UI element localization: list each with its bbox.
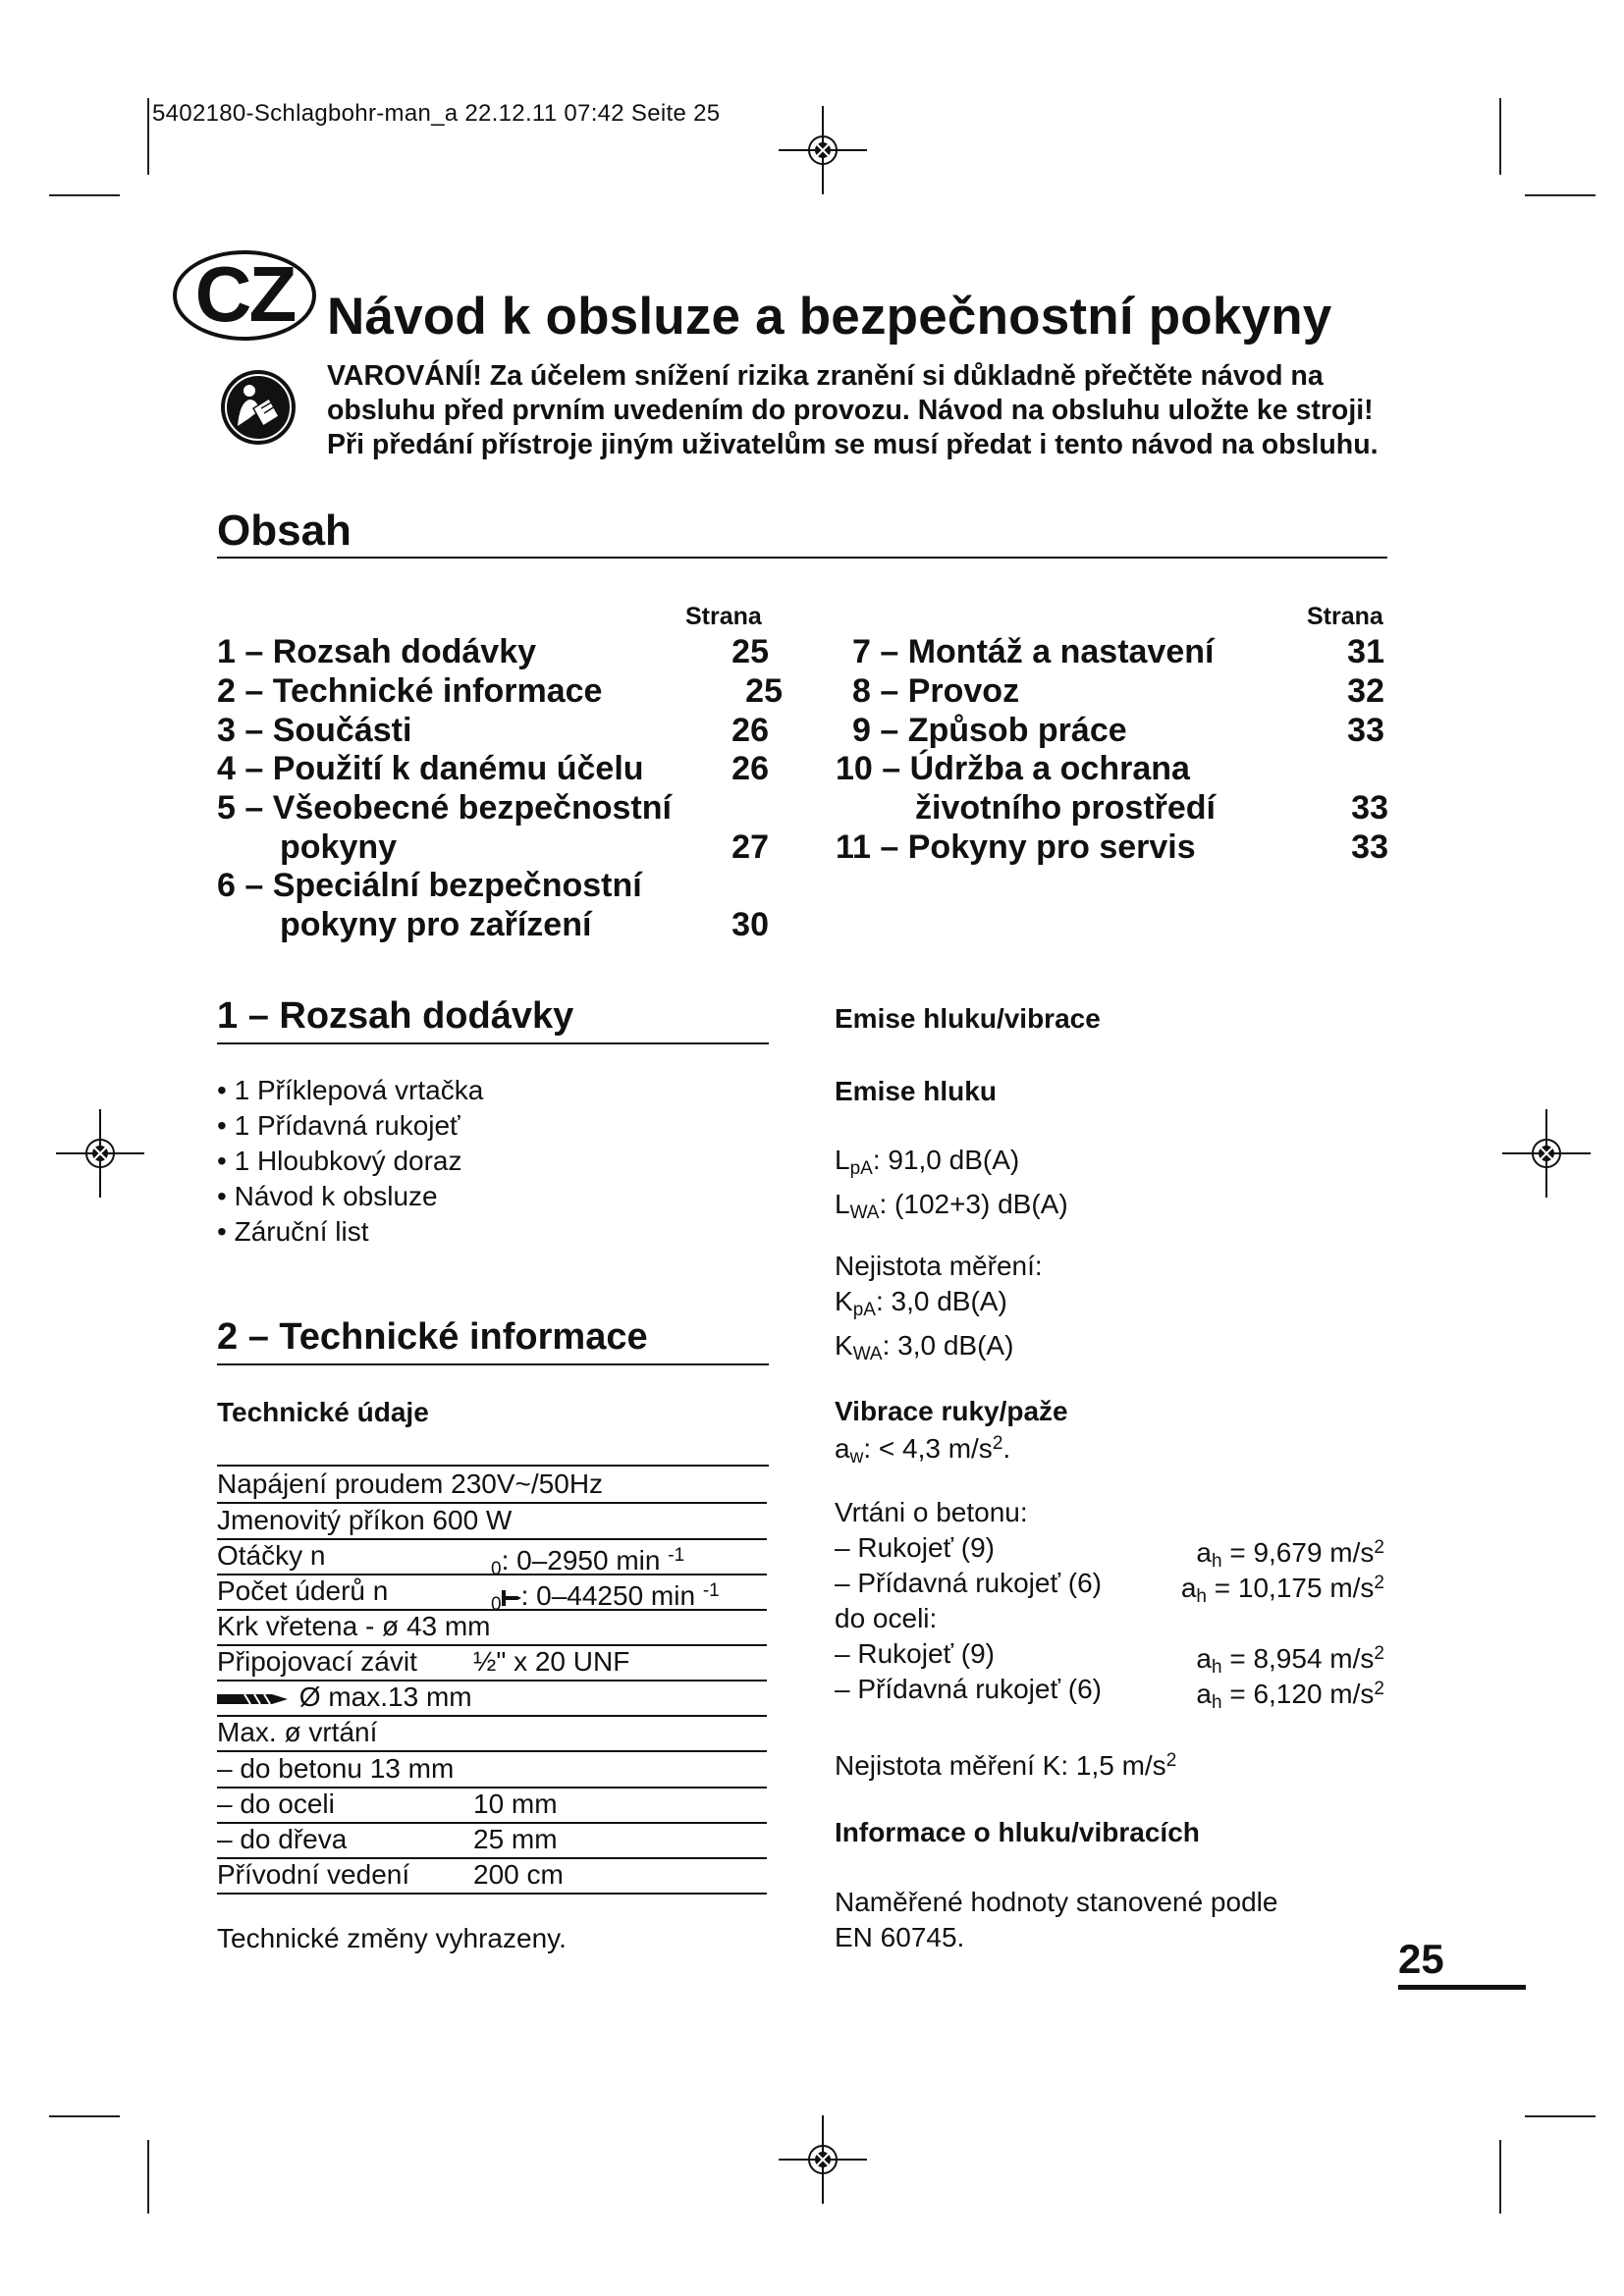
table-row: Jmenovitý příkon 600 W xyxy=(217,1503,767,1540)
lwa-value: $L_{WA}$: (102+3) dB(A) xyxy=(835,1189,1068,1223)
toc-entry[interactable]: 6 – Speciální bezpečnostní xyxy=(217,867,642,904)
list-item: • 1 Přídavná rukojeť xyxy=(217,1110,460,1141)
page-title: Návod k obsluze a bezpečnostní pokyny xyxy=(327,288,1332,346)
crop-mark xyxy=(1525,2115,1596,2117)
toc-page: 33 xyxy=(1347,712,1384,749)
uncertainty-label: Nejistota měření: xyxy=(835,1251,1043,1281)
toc-entry[interactable]: životního prostředí xyxy=(915,789,1216,827)
toc-page: 25 xyxy=(745,672,783,710)
lpa-value: $L_{pA}$: 91,0 dB(A) xyxy=(835,1145,1020,1179)
toc-entry[interactable]: 3 – Součásti xyxy=(217,712,412,749)
registration-mark-icon xyxy=(779,2115,867,2204)
tech-data-subtitle: Technické údaje xyxy=(217,1397,429,1427)
safety-warning xyxy=(327,359,1379,462)
noise-title: Emise hluku xyxy=(835,1076,997,1106)
crop-mark xyxy=(49,194,120,196)
list-item: • Záruční list xyxy=(217,1216,369,1247)
toc-entry[interactable]: 1 – Rozsah dodávky xyxy=(217,633,537,670)
registration-mark-icon xyxy=(1502,1109,1591,1198)
toc-page: 32 xyxy=(1347,672,1384,710)
registration-mark-icon xyxy=(56,1109,144,1198)
toc-entry[interactable]: 11 – Pokyny pro servis xyxy=(836,828,1196,866)
toc-entry[interactable]: 8 – Provoz xyxy=(852,672,1020,710)
crop-mark xyxy=(49,2115,120,2117)
vibration-row: – Přídavná rukojeť (6) $a_h = 10,175$ $m/s^2$ xyxy=(835,1568,1384,1607)
tech-note: Technické změny vyhrazeny. xyxy=(217,1923,567,1953)
toc-page: 31 xyxy=(1347,633,1384,670)
vibration-title: Vibrace ruky/paže xyxy=(835,1396,1068,1426)
concrete-label: Vrtáni o betonu: xyxy=(835,1497,1028,1527)
toc-entry[interactable]: 9 – Způsob práce xyxy=(852,712,1127,749)
crop-mark xyxy=(1499,2140,1501,2214)
toc-page: 26 xyxy=(731,750,769,787)
toc-entry[interactable]: 4 – Použití k danému účelu xyxy=(217,750,644,787)
table-row: Počet úderů n $_0$ : 0–44250 min $^{-1}$ xyxy=(217,1574,767,1611)
kpa-value: $K_{pA}$: 3,0 dB(A) xyxy=(835,1286,1007,1320)
language-badge: CZ xyxy=(173,250,316,341)
delivery-list xyxy=(217,1073,483,1250)
table-row: Otáčky n $_0$: 0–2950 min $^{-1}$ xyxy=(217,1538,767,1575)
toc-entry[interactable]: pokyny pro zařízení xyxy=(280,906,592,943)
list-item: • 1 Hloubkový doraz xyxy=(217,1146,462,1176)
aw-value: $a_w$: < 4,3 $m/s^2$. xyxy=(835,1433,1011,1468)
info-line: Naměřené hodnoty stanovené podle xyxy=(835,1887,1278,1917)
kwa-value: $K_{WA}$: 3,0 dB(A) xyxy=(835,1330,1014,1364)
warning-line: obsluhu před prvním uvedením do provozu. Návod na obsluhu uložte ke stroji! xyxy=(327,395,1374,426)
toc-entry[interactable]: 2 – Technické informace xyxy=(217,672,603,710)
table-row: – do oceli 10 mm xyxy=(217,1787,767,1824)
crop-mark xyxy=(1499,98,1501,175)
vibration-row: – Rukojeť (9) $a_h = 8,954$ $m/s^2$ xyxy=(835,1638,1384,1678)
vibration-row: – Přídavná rukojeť (6) $a_h = 6,120$ $m/s^2$ xyxy=(835,1674,1384,1713)
uncertainty-block xyxy=(835,1249,1043,1372)
toc-page: 27 xyxy=(731,828,769,866)
divider xyxy=(217,557,1387,559)
toc-entry[interactable]: 10 – Údržba a ochrana xyxy=(836,750,1190,787)
crop-mark xyxy=(147,98,149,175)
registration-mark-icon xyxy=(779,106,867,194)
table-row: Krk vřetena - ø 43 mm xyxy=(217,1609,767,1646)
page-number: 25 xyxy=(1398,1936,1444,1982)
info-text xyxy=(835,1885,1277,1955)
divider xyxy=(217,1363,769,1365)
crop-mark xyxy=(147,2140,149,2214)
toc-page: 33 xyxy=(1351,828,1388,866)
steel-label: do oceli: xyxy=(835,1603,938,1633)
table-row: Napájení proudem 230V~/50Hz xyxy=(217,1467,767,1504)
toc-entry[interactable]: 5 – Všeobecné bezpečnostní xyxy=(217,789,672,827)
toc-page: 26 xyxy=(731,712,769,749)
toc-page: 25 xyxy=(731,633,769,670)
section-1-title: 1 – Rozsah dodávky xyxy=(217,995,574,1037)
toc-heading: Obsah xyxy=(217,507,352,555)
toc-page-label: Strana xyxy=(1307,603,1383,630)
table-row: Přívodní vedení 200 cm xyxy=(217,1857,767,1895)
emissions-title: Emise hluku/vibrace xyxy=(835,1003,1101,1034)
table-row: – do dřeva 25 mm xyxy=(217,1822,767,1859)
toc-page-label: Strana xyxy=(685,603,762,630)
list-item: • Návod k obsluze xyxy=(217,1181,438,1211)
table-row: Připojovací závit ½" x 20 UNF xyxy=(217,1644,767,1682)
section-2-title: 2 – Technické informace xyxy=(217,1316,648,1358)
table-row: – do betonu 13 mm xyxy=(217,1751,767,1789)
read-manual-icon xyxy=(220,369,297,446)
toc-entry[interactable]: 7 – Montáž a nastavení xyxy=(852,633,1215,670)
page-number-rule xyxy=(1398,1985,1526,1990)
crop-mark xyxy=(1525,194,1596,196)
drill-bit-icon xyxy=(217,1691,292,1707)
list-item: • 1 Příklepová vrtačka xyxy=(217,1075,484,1105)
info-line: EN 60745. xyxy=(835,1922,965,1952)
noise-values xyxy=(835,1143,1068,1231)
impact-icon xyxy=(502,1590,521,1606)
vibration-row: – Rukojeť (9) $a_h = 9,679$ $m/s^2$ xyxy=(835,1532,1384,1572)
warning-line: Při předání přístroje jiným uživatelům se musí předat i tento návod na obsluhu. xyxy=(327,429,1379,460)
toc-page: 30 xyxy=(731,906,769,943)
divider xyxy=(217,1042,769,1044)
uncertainty-k: Nejistota měření K: 1,5 $m/s^2$ xyxy=(835,1750,1177,1781)
toc-entry[interactable]: pokyny xyxy=(280,828,398,866)
table-row: Ø max.13 mm xyxy=(217,1680,767,1717)
info-title: Informace o hluku/vibracích xyxy=(835,1817,1200,1847)
toc-page: 33 xyxy=(1351,789,1388,827)
warning-line: VAROVÁNÍ! Za účelem snížení rizika zranění si důkladně přečtěte návod na xyxy=(327,360,1324,392)
print-header: 5402180-Schlagbohr-man_a 22.12.11 07:42 Seite 25 xyxy=(152,100,721,127)
table-row: Max. ø vrtání xyxy=(217,1715,767,1752)
